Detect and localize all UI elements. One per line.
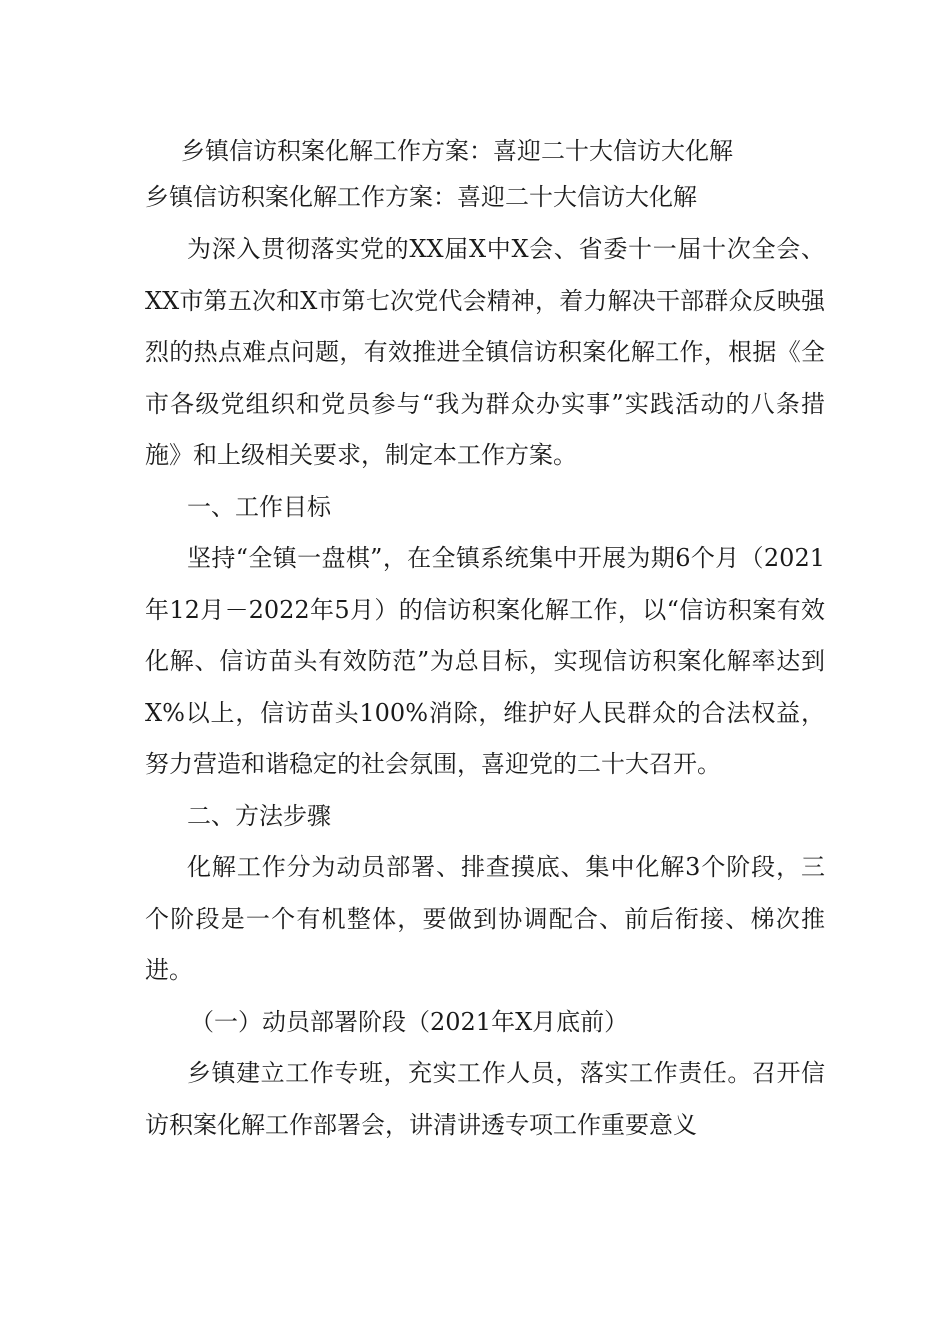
- document-body: [145, 128, 825, 1151]
- document-title: 乡镇信访积案化解工作方案：喜迎二十大信访大化解: [145, 183, 697, 211]
- section-heading-steps: 二、方法步骤: [187, 801, 331, 830]
- section-heading-goals: 一、工作目标: [187, 492, 331, 521]
- subsection-heading-mobilization: （一）动员部署阶段（2021年X月底前）: [190, 1007, 629, 1036]
- document-title-repeat: 乡镇信访积案化解工作方案：喜迎二十大信访大化解: [181, 137, 733, 165]
- steps-paragraph: 化解工作分为动员部署、排查摸底、集中化解3个阶段，三个阶段是一个有机整体，要做到协调配合、前后衔接、梯次推进。: [145, 853, 825, 984]
- mobilization-paragraph: 乡镇建立工作专班，充实工作人员，落实工作责任。召开信访积案化解工作部署会，讲清讲透专项工作重要意义: [145, 1059, 825, 1139]
- goals-paragraph: 坚持“全镇一盘棋”，在全镇系统集中开展为期6个月（2021年12月－2022年5月）的信访积案化解工作，以“信访积案有效化解、信访苗头有效防范”为总目标，实现信访积案化解率达到X%以上，信访苗头100%消除，维护好人民群众的合法权益，努力营造和谐稳定的社会氛围，喜迎党的二十大召开。: [145, 544, 825, 778]
- intro-paragraph: 为深入贯彻落实党的XX届X中X会、省委十一届十次全会、XX市第五次和X市第七次党代会精神，着力解决干部群众反映强烈的热点难点问题，有效推进全镇信访积案化解工作，根据《全市各级党组织和党员参与“我为群众办实事”实践活动的八条措施》和上级相关要求，制定本工作方案。: [145, 235, 825, 469]
